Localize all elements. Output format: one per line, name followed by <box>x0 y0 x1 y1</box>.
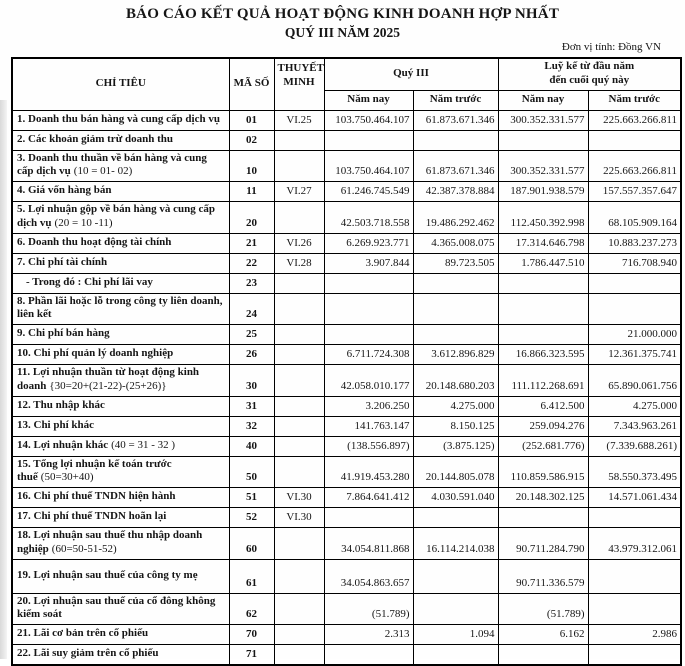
header-row-top <box>12 58 681 90</box>
row-note <box>274 456 324 488</box>
table-row <box>12 202 681 234</box>
row-ytd-previous: 225.663.266.811 <box>588 150 681 182</box>
row-label-cell <box>12 293 229 325</box>
row-code: 62 <box>229 593 274 625</box>
row-ytd-current: 110.859.586.915 <box>498 456 588 488</box>
row-ytd-current: 6.412.500 <box>498 396 588 416</box>
row-q3-current: 2.313 <box>324 625 413 645</box>
row-note <box>274 593 324 625</box>
row-q3-current <box>324 293 413 325</box>
row-label-cell <box>12 396 229 416</box>
row-label: - Trong đó : Chi phí lãi vay <box>26 275 153 288</box>
row-ytd-previous: 12.361.375.741 <box>588 345 681 365</box>
row-ytd-current: 300.352.331.577 <box>498 150 588 182</box>
row-note: VI.30 <box>274 508 324 528</box>
row-note <box>274 130 324 150</box>
row-ytd-previous: 65.890.061.756 <box>588 365 681 397</box>
row-label: 3. Doanh thu thuần về bán hàng và cung cấp dịch vụ <box>17 151 207 178</box>
row-label: 14. Lợi nhuận khác <box>17 438 109 451</box>
row-code: 02 <box>229 130 274 150</box>
row-ytd-current: 259.094.276 <box>498 416 588 436</box>
row-q3-current: 3.907.844 <box>324 253 413 273</box>
row-label: 8. Phần lãi hoặc lỗ trong công ty liên doanh, liên kết <box>17 294 223 321</box>
row-q3-previous: 61.873.671.346 <box>413 110 498 130</box>
row-formula: (50=30+40) <box>40 471 94 484</box>
row-code: 70 <box>229 625 274 645</box>
table-row <box>12 593 681 625</box>
row-ytd-previous: 43.979.312.061 <box>588 528 681 560</box>
row-label-cell <box>12 625 229 645</box>
row-ytd-previous <box>588 130 681 150</box>
col-header-quarter: Quý III <box>324 58 498 90</box>
row-ytd-previous: 10.883.237.273 <box>588 233 681 253</box>
table-row <box>12 396 681 416</box>
row-note <box>274 559 324 593</box>
row-formula: (40 = 31 - 32 ) <box>111 438 176 451</box>
col-header-ytd-line1: Luỹ kế từ đầu năm <box>544 60 635 72</box>
row-ytd-previous <box>588 559 681 593</box>
row-q3-current: 141.763.147 <box>324 416 413 436</box>
row-code: 23 <box>229 273 274 293</box>
col-header-indicator: CHỈ TIÊU <box>12 58 229 110</box>
row-ytd-previous <box>588 508 681 528</box>
table-row <box>12 325 681 345</box>
row-label-cell <box>12 150 229 182</box>
row-label-cell <box>12 110 229 130</box>
row-q3-previous: 42.387.378.884 <box>413 182 498 202</box>
row-note: VI.25 <box>274 110 324 130</box>
row-label-cell <box>12 130 229 150</box>
row-label: 22. Lãi suy giảm trên cổ phiếu <box>17 646 159 659</box>
row-label: 4. Giá vốn hàng bán <box>17 184 112 197</box>
row-q3-current: (51.789) <box>324 593 413 625</box>
row-code: 10 <box>229 150 274 182</box>
row-q3-current: 61.246.745.549 <box>324 182 413 202</box>
row-ytd-current <box>498 130 588 150</box>
table-row <box>12 365 681 397</box>
row-code: 31 <box>229 396 274 416</box>
row-q3-current <box>324 645 413 665</box>
row-label-cell <box>12 345 229 365</box>
row-q3-previous: 3.612.896.829 <box>413 345 498 365</box>
row-label-cell <box>12 645 229 665</box>
row-q3-previous <box>413 508 498 528</box>
row-code: 60 <box>229 528 274 560</box>
report-period: QUÝ III NĂM 2025 <box>284 25 401 40</box>
table-row <box>12 130 681 150</box>
row-ytd-previous <box>588 273 681 293</box>
row-note <box>274 396 324 416</box>
row-note: VI.30 <box>274 488 324 508</box>
row-note <box>274 528 324 560</box>
row-ytd-current: 112.450.392.998 <box>498 202 588 234</box>
row-label-cell <box>12 593 229 625</box>
row-ytd-current: 20.148.302.125 <box>498 488 588 508</box>
row-label: 6. Doanh thu hoạt động tài chính <box>17 235 172 248</box>
row-q3-previous <box>413 273 498 293</box>
row-q3-current: 6.711.724.308 <box>324 345 413 365</box>
row-label-cell <box>12 528 229 560</box>
row-code: 61 <box>229 559 274 593</box>
row-note <box>274 325 324 345</box>
row-label-cell <box>12 488 229 508</box>
row-q3-current <box>324 273 413 293</box>
row-code: 01 <box>229 110 274 130</box>
income-statement-table <box>11 57 682 666</box>
row-q3-previous: 8.150.125 <box>413 416 498 436</box>
table-row <box>12 436 681 456</box>
table-row <box>12 345 681 365</box>
row-label: 18. Lợi nhuận sau thuế thu nhập doanh nghiệp <box>17 529 203 555</box>
row-ytd-current: 111.112.268.691 <box>498 365 588 397</box>
row-ytd-previous: 58.550.373.495 <box>588 456 681 488</box>
row-label: 5. Lợi nhuận gộp về bán hàng và cung cấp dịch vụ <box>17 203 216 229</box>
row-label-cell <box>12 365 229 397</box>
row-label-cell <box>12 508 229 528</box>
table-row <box>12 645 681 665</box>
col-header-note: THUYẾT MINH <box>274 58 324 110</box>
row-note: VI.26 <box>274 233 324 253</box>
row-note <box>274 202 324 234</box>
row-label-cell <box>12 202 229 234</box>
col-header-q3-current: Năm nay <box>324 90 413 110</box>
row-label: 21. Lãi cơ bản trên cổ phiếu <box>17 627 149 640</box>
row-code: 52 <box>229 508 274 528</box>
row-q3-previous: 4.365.008.075 <box>413 233 498 253</box>
row-ytd-previous: 7.343.963.261 <box>588 416 681 436</box>
row-code: 20 <box>229 202 274 234</box>
col-header-ytd-line2: đến cuối quý này <box>549 73 630 86</box>
row-q3-previous <box>413 293 498 325</box>
table-row <box>12 488 681 508</box>
table-row <box>12 508 681 528</box>
row-ytd-previous: (7.339.688.261) <box>588 436 681 456</box>
row-ytd-current <box>498 508 588 528</box>
table-row <box>12 182 681 202</box>
col-header-ytd <box>498 58 681 90</box>
row-label: 17. Chi phí thuế TNDN hoãn lại <box>17 510 167 523</box>
table-header <box>12 58 681 110</box>
scan-edge-shadow <box>0 100 7 659</box>
table-body <box>12 110 681 665</box>
row-q3-previous <box>413 130 498 150</box>
row-ytd-current: 6.162 <box>498 625 588 645</box>
row-ytd-previous <box>588 293 681 325</box>
row-ytd-previous: 4.275.000 <box>588 396 681 416</box>
row-note <box>274 150 324 182</box>
row-ytd-previous: 716.708.940 <box>588 253 681 273</box>
row-label: 2. Các khoản giảm trừ doanh thu <box>17 132 174 145</box>
table-row <box>12 150 681 182</box>
row-label: 1. Doanh thu bán hàng và cung cấp dịch vụ <box>17 112 220 125</box>
row-label: 10. Chi phí quản lý doanh nghiệp <box>17 347 174 360</box>
row-q3-previous: 19.486.292.462 <box>413 202 498 234</box>
row-formula: (60=50-51-52) <box>51 542 117 555</box>
table-row <box>12 625 681 645</box>
row-note <box>274 645 324 665</box>
row-label-cell <box>12 325 229 345</box>
row-label: 7. Chi phí tài chính <box>17 255 108 268</box>
table-row <box>12 416 681 436</box>
row-ytd-previous: 2.986 <box>588 625 681 645</box>
row-label: 9. Chi phí bán hàng <box>17 327 110 340</box>
row-code: 71 <box>229 645 274 665</box>
row-code: 50 <box>229 456 274 488</box>
row-label-cell <box>12 233 229 253</box>
row-q3-current: 42.058.010.177 <box>324 365 413 397</box>
row-ytd-previous: 21.000.000 <box>588 325 681 345</box>
row-q3-previous <box>413 593 498 625</box>
row-ytd-current: 1.786.447.510 <box>498 253 588 273</box>
row-ytd-current <box>498 293 588 325</box>
currency-unit-note: Đơn vị tính: Đồng VN <box>561 41 661 53</box>
row-label: 20. Lợi nhuận sau thuế của cổ đông không kiểm soát <box>17 594 216 621</box>
table-row <box>12 253 681 273</box>
table-row <box>12 110 681 130</box>
row-ytd-current: 16.866.323.595 <box>498 345 588 365</box>
row-ytd-current: 17.314.646.798 <box>498 233 588 253</box>
row-q3-current: 6.269.923.771 <box>324 233 413 253</box>
row-q3-previous: 20.144.805.078 <box>413 456 498 488</box>
report-title-block <box>0 0 685 41</box>
row-formula: {30=20+(21-22)-(25+26)} <box>49 379 167 392</box>
row-label: 15. Tổng lợi nhuận kế toán trước thuế <box>17 457 172 484</box>
row-q3-previous <box>413 645 498 665</box>
row-q3-current <box>324 325 413 345</box>
row-label: 11. Lợi nhuận thuần từ hoạt động kinh doanh <box>17 366 200 392</box>
row-q3-current: 41.919.453.280 <box>324 456 413 488</box>
row-note <box>274 273 324 293</box>
col-header-ytd-current: Năm nay <box>498 90 588 110</box>
row-q3-current: 42.503.718.558 <box>324 202 413 234</box>
row-q3-previous: 1.094 <box>413 625 498 645</box>
row-ytd-current: 90.711.336.579 <box>498 559 588 593</box>
row-label-cell <box>12 416 229 436</box>
row-code: 22 <box>229 253 274 273</box>
row-label-cell <box>12 253 229 273</box>
row-ytd-current: (252.681.776) <box>498 436 588 456</box>
row-code: 24 <box>229 293 274 325</box>
table-row <box>12 293 681 325</box>
row-code: 26 <box>229 345 274 365</box>
row-code: 30 <box>229 365 274 397</box>
row-ytd-current <box>498 645 588 665</box>
row-label-cell <box>12 559 229 593</box>
row-ytd-previous: 157.557.357.647 <box>588 182 681 202</box>
row-q3-previous: 89.723.505 <box>413 253 498 273</box>
row-ytd-previous: 225.663.266.811 <box>588 110 681 130</box>
row-formula: (20 = 10 -11) <box>54 216 113 229</box>
table-row <box>12 273 681 293</box>
row-formula: (10 = 01- 02) <box>73 165 133 178</box>
table-row <box>12 233 681 253</box>
row-note <box>274 293 324 325</box>
row-note: VI.28 <box>274 253 324 273</box>
row-ytd-current: (51.789) <box>498 593 588 625</box>
row-q3-current <box>324 508 413 528</box>
row-q3-current: 103.750.464.107 <box>324 110 413 130</box>
table-row <box>12 559 681 593</box>
row-q3-previous: 4.030.591.040 <box>413 488 498 508</box>
row-code: 25 <box>229 325 274 345</box>
row-ytd-current: 187.901.938.579 <box>498 182 588 202</box>
row-label-cell <box>12 182 229 202</box>
row-ytd-previous: 68.105.909.164 <box>588 202 681 234</box>
row-q3-current: (138.556.897) <box>324 436 413 456</box>
row-note <box>274 625 324 645</box>
row-code: 21 <box>229 233 274 253</box>
row-q3-current <box>324 130 413 150</box>
row-label: 12. Thu nhập khác <box>17 398 105 411</box>
row-ytd-previous <box>588 593 681 625</box>
report-title: BÁO CÁO KẾT QUẢ HOẠT ĐỘNG KINH DOANH HỢP NHẤT <box>125 6 560 22</box>
col-header-q3-previous: Năm trước <box>413 90 498 110</box>
row-ytd-current: 300.352.331.577 <box>498 110 588 130</box>
row-q3-current: 3.206.250 <box>324 396 413 416</box>
row-label-cell <box>12 273 229 293</box>
row-q3-current: 34.054.811.868 <box>324 528 413 560</box>
row-code: 51 <box>229 488 274 508</box>
row-note: VI.27 <box>274 182 324 202</box>
row-note <box>274 436 324 456</box>
row-label-cell <box>12 436 229 456</box>
row-q3-current: 7.864.641.412 <box>324 488 413 508</box>
row-label: 16. Chi phí thuế TNDN hiện hành <box>17 490 176 503</box>
table-row <box>12 528 681 560</box>
row-note <box>274 365 324 397</box>
row-note <box>274 416 324 436</box>
col-header-code: MÃ SỐ <box>229 58 274 110</box>
row-ytd-current <box>498 273 588 293</box>
row-code: 40 <box>229 436 274 456</box>
col-header-ytd-previous: Năm trước <box>588 90 681 110</box>
row-label-cell <box>12 456 229 488</box>
row-q3-previous <box>413 559 498 593</box>
row-q3-previous: 61.873.671.346 <box>413 150 498 182</box>
row-ytd-current: 90.711.284.790 <box>498 528 588 560</box>
row-q3-previous: 4.275.000 <box>413 396 498 416</box>
row-q3-previous <box>413 325 498 345</box>
row-label: 13. Chi phí khác <box>17 418 95 431</box>
row-q3-current: 34.054.863.657 <box>324 559 413 593</box>
row-code: 32 <box>229 416 274 436</box>
row-ytd-previous <box>588 645 681 665</box>
row-label: 19. Lợi nhuận sau thuế của công ty mẹ <box>17 568 198 581</box>
row-ytd-current <box>498 325 588 345</box>
row-q3-previous: (3.875.125) <box>413 436 498 456</box>
row-q3-previous: 20.148.680.203 <box>413 365 498 397</box>
row-q3-current: 103.750.464.107 <box>324 150 413 182</box>
row-code: 11 <box>229 182 274 202</box>
table-row <box>12 456 681 488</box>
row-ytd-previous: 14.571.061.434 <box>588 488 681 508</box>
row-q3-previous: 16.114.214.038 <box>413 528 498 560</box>
row-note <box>274 345 324 365</box>
